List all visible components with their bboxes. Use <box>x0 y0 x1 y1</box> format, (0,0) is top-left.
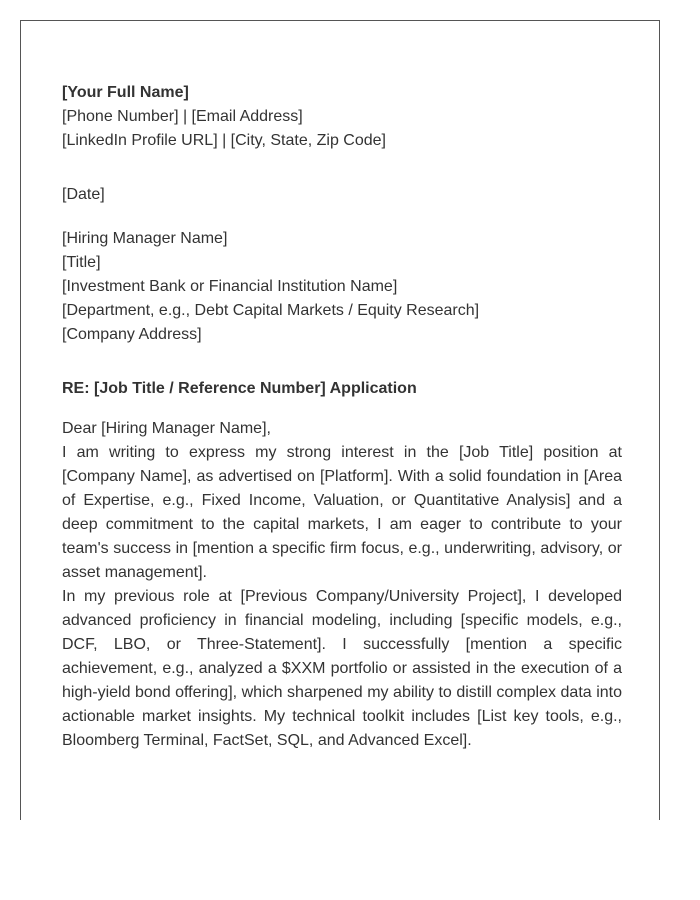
body-paragraph-1: I am writing to express my strong interest in the [Job Title] position at [Company Name], as advertised on [Platform]. With a solid foundation in [Area of Expertise, e.g., Fixed Income, Valuation, or Quantitative Analysis] and a deep commitment to the capital markets, I am eager to contribute to your team's success in [mention a specific firm focus, e.g., underwriting, advisory, or asset management]. <box>62 444 622 581</box>
recipient-title: [Title] <box>62 254 101 271</box>
body-paragraph-2: In my previous role at [Previous Company/University Project], I developed advanced proficiency in financial modeling, including [specific models, e.g., DCF, LBO, or Three-Statement]. I successfully [mention a specific achievement, e.g., analyzed a $XXM portfolio or assisted in the execution of a high-yield bond offering], which sharpened my ability to distill complex data into actionable market insights. My technical toolkit includes [List key tools, e.g., Bloomberg Terminal, FactSet, SQL, and Advanced Excel]. <box>62 588 622 749</box>
sender-contact-line-1: [Phone Number] | [Email Address] <box>62 108 303 125</box>
recipient-address: [Company Address] <box>62 326 202 343</box>
sender-block <box>62 81 622 153</box>
recipient-institution: [Investment Bank or Financial Institution Name] <box>62 278 398 295</box>
sender-contact-line-2: [LinkedIn Profile URL] | [City, State, Zip Code] <box>62 132 386 149</box>
subject-block <box>62 377 622 401</box>
recipient-department: [Department, e.g., Debt Capital Markets / Equity Research] <box>62 302 480 319</box>
recipient-name: [Hiring Manager Name] <box>62 230 228 247</box>
letter-content <box>62 81 622 753</box>
salutation: Dear [Hiring Manager Name], <box>62 420 271 437</box>
salutation-block <box>62 417 622 441</box>
letter-page <box>20 20 660 820</box>
letter-date: [Date] <box>62 186 105 203</box>
subject-line: RE: [Job Title / Reference Number] Application <box>62 380 417 397</box>
date-block <box>62 183 622 207</box>
recipient-block <box>62 227 622 347</box>
sender-name: [Your Full Name] <box>62 84 189 101</box>
